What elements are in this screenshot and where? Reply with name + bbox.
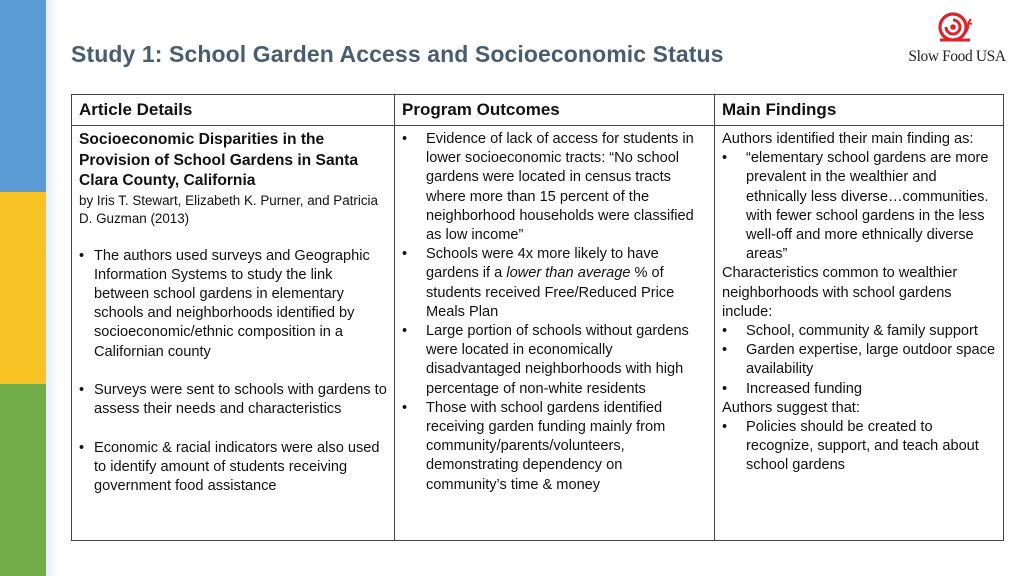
findings-quote-list — [722, 149, 996, 264]
side-strip-yellow — [0, 192, 46, 384]
list-item: • Large portion of schools without gardens were located in economically disadvantaged neighborhoods with high percentage of non-white residents — [402, 322, 707, 399]
list-item: • Policies should be created to recognize, support, and teach about school gardens — [722, 418, 996, 476]
table-row — [72, 126, 1004, 541]
header-main-findings: Main Findings — [715, 95, 1004, 126]
header-article-details: Article Details — [72, 95, 395, 126]
article-details-cell — [72, 126, 395, 541]
characteristics-intro: Characteristics common to wealthier neighborhoods with school gardens include: — [722, 265, 958, 320]
program-outcomes-cell — [395, 126, 715, 541]
article-title: Socioeconomic Disparities in the Provision of School Gardens in Santa Clara County, California — [79, 131, 359, 189]
slide-title: Study 1: School Garden Access and Socioeconomic Status — [71, 41, 724, 67]
side-fade — [46, 0, 60, 576]
logo-text: Slow Food USA — [908, 48, 1006, 65]
slow-food-logo — [898, 12, 1016, 70]
main-findings-cell — [715, 126, 1004, 541]
list-item: • The authors used surveys and Geographic Information Systems to study the link between school gardens in elementary schools and neighborhoods identified by socioeconomic/ethnic composition in a Californian county — [79, 247, 387, 362]
list-item — [402, 245, 707, 322]
list-item: • Economic & racial indicators were also used to identify amount of students receiving government food assistance — [79, 439, 387, 497]
list-item: • Those with school gardens identified receiving garden funding mainly from community/parents/volunteers, demonstrating dependency on community’s time & money — [402, 399, 707, 495]
characteristics-list — [722, 322, 996, 399]
header-program-outcomes: Program Outcomes — [395, 95, 715, 126]
suggest-intro: Authors suggest that: — [722, 399, 860, 416]
outcome-text: Schools were 4x more likely to have gardens if a — [426, 246, 659, 282]
list-item: • Garden expertise, large outdoor space availability — [722, 341, 996, 379]
findings-intro: Authors identified their main finding as: — [722, 131, 974, 147]
article-bullet-list — [79, 247, 387, 497]
table-header-row — [72, 95, 1004, 126]
side-strip-blue — [0, 0, 46, 192]
study-table — [71, 94, 1004, 541]
snail-icon — [936, 12, 976, 50]
list-item: • “elementary school gardens are more prevalent in the wealthier and ethnically less diverse…communities. with fewer school gardens in the less well-off and more ethnically diverse areas” — [722, 149, 996, 264]
outcome-text: % of students received Free/Reduced Price Meals Plan — [426, 265, 675, 320]
article-authors: by Iris T. Stewart, Elizabeth K. Purner, and Patricia D. Guzman (2013) — [79, 192, 378, 226]
side-strip-green — [0, 384, 46, 576]
list-item: • Evidence of lack of access for students in lower socioeconomic tracts: “No school gardens were located in census tracts where more than 15 percent of the neighborhood households were classified as low income” — [402, 130, 707, 245]
outcomes-bullet-list — [402, 130, 707, 495]
outcome-emphasis: lower than average — [506, 265, 631, 282]
suggest-list — [722, 418, 996, 476]
list-item: • Surveys were sent to schools with gardens to assess their needs and characteristics — [79, 381, 387, 419]
list-item: • School, community & family support — [722, 322, 996, 341]
list-item: • Increased funding — [722, 380, 996, 399]
